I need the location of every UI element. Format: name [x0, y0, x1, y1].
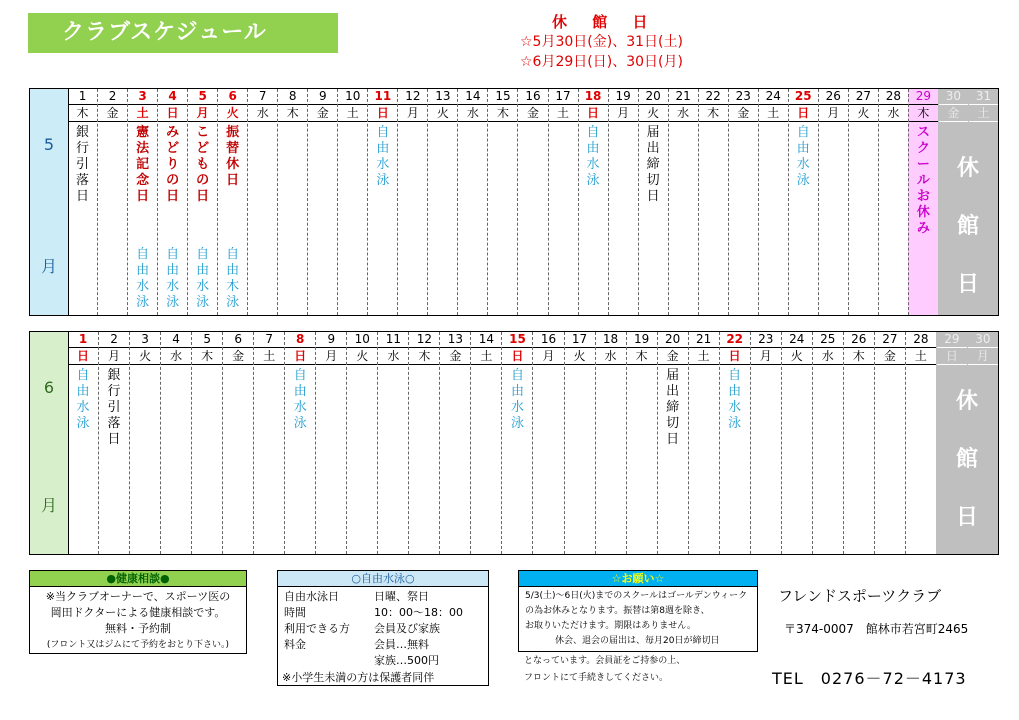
june-day-columns	[68, 332, 998, 554]
day-number: 23	[751, 332, 781, 348]
day-number: 30	[968, 332, 998, 348]
free-swim-rows	[278, 587, 488, 671]
day-column	[908, 89, 938, 315]
day-column	[688, 332, 719, 554]
day-column	[68, 332, 98, 554]
day-number: 19	[609, 89, 638, 105]
weekday: 日	[789, 105, 818, 122]
day-event: 届出締切日	[666, 368, 680, 447]
day-number: 8	[278, 89, 307, 105]
day-number: 5	[188, 89, 217, 105]
day-number: 15	[488, 89, 517, 105]
weekday: 土	[689, 348, 719, 365]
request-line-5: となっています。会員証をご持参の上、	[524, 656, 686, 666]
free-swim-box	[277, 570, 489, 686]
day-column	[377, 332, 408, 554]
day-number: 2	[99, 332, 129, 348]
day-number: 28	[879, 89, 908, 105]
day-number: 26	[844, 332, 874, 348]
day-number: 13	[428, 89, 457, 105]
free-swim-key: 自由水泳日	[284, 590, 339, 603]
day-column	[98, 332, 129, 554]
day-number: 4	[158, 89, 187, 105]
day-number: 18	[596, 332, 626, 348]
weekday: 金	[518, 105, 547, 122]
weekday: 土	[471, 348, 501, 365]
club-tel: TEL 0276－72－4173	[772, 669, 967, 688]
day-number: 3	[128, 89, 157, 105]
weekday: 木	[192, 348, 222, 365]
day-event-free-swim: 自由水泳	[166, 247, 180, 310]
day-event: 自由水泳	[510, 368, 524, 431]
weekday: 火	[130, 348, 160, 365]
club-address: 〒374-0007 館林市若宮町2465	[784, 622, 969, 636]
day-number: 2	[98, 89, 127, 105]
free-swim-row	[284, 653, 482, 669]
weekday: 火	[218, 105, 247, 122]
weekday: 土	[338, 105, 367, 122]
weekday: 火	[347, 348, 377, 365]
day-number: 8	[285, 332, 315, 348]
day-number: 3	[130, 332, 160, 348]
day-column	[457, 89, 487, 315]
day-column	[668, 89, 698, 315]
june-month-number: 6	[43, 378, 55, 397]
closed-day-label: 休 館 日	[936, 365, 998, 554]
request-line-2: の為お休みとなります。振替は第8週を除き、	[525, 606, 710, 616]
day-number: 29	[909, 89, 938, 105]
day-number: 30	[939, 89, 968, 105]
weekday: 土	[969, 105, 998, 122]
weekday: 月	[609, 105, 638, 122]
day-event-free-swim: 自由水泳	[196, 247, 210, 310]
day-column	[127, 89, 157, 315]
weekday: 金	[223, 348, 253, 365]
day-event: こどもの日	[196, 125, 210, 204]
free-swim-key: 利用できる方	[284, 622, 350, 635]
day-column	[397, 89, 427, 315]
weekday: 金	[875, 348, 905, 365]
free-swim-note: ※小学生未満の方は保護者同伴	[282, 671, 435, 684]
day-number: 1	[68, 332, 98, 348]
weekday: 水	[458, 105, 487, 122]
day-column	[848, 89, 878, 315]
day-event: 自由水泳	[76, 368, 90, 431]
day-column	[781, 332, 812, 554]
day-event: 銀行引落日	[76, 125, 90, 204]
day-column	[750, 332, 781, 554]
day-number: 24	[759, 89, 788, 105]
day-number: 13	[440, 332, 470, 348]
weekday: 火	[428, 105, 457, 122]
day-number: 7	[254, 332, 284, 348]
weekday: 金	[308, 105, 337, 122]
june-calendar	[29, 331, 999, 555]
weekday: 土	[759, 105, 788, 122]
day-column	[470, 332, 501, 554]
weekday: 木	[488, 105, 517, 122]
day-column	[728, 89, 758, 315]
day-number: 9	[316, 332, 346, 348]
weekday: 月	[99, 348, 129, 365]
request-line-4: 休会、退会の届出は、毎月20日が締切日	[555, 636, 720, 646]
day-event: スクールお休み	[916, 125, 930, 236]
day-column	[874, 332, 905, 554]
weekday: 月	[188, 105, 217, 122]
weekday: 金	[658, 348, 688, 365]
day-number: 9	[308, 89, 337, 105]
day-column	[698, 89, 728, 315]
day-column	[439, 332, 470, 554]
day-event: 銀行引落日	[107, 368, 121, 447]
day-column	[367, 89, 397, 315]
day-column	[878, 89, 908, 315]
closed-days-heading: 休 館 日	[552, 13, 658, 31]
day-number: 6	[218, 89, 247, 105]
day-column	[191, 332, 222, 554]
health-heading: ●健康相談●	[30, 571, 246, 587]
day-number: 29	[937, 332, 967, 348]
day-column	[843, 332, 874, 554]
day-column	[160, 332, 191, 554]
weekday: 月	[968, 348, 998, 365]
free-swim-value: 会員…無料	[374, 638, 429, 651]
day-number: 27	[875, 332, 905, 348]
day-column	[408, 332, 439, 554]
day-number: 26	[819, 89, 848, 105]
day-column	[608, 89, 638, 315]
day-number: 11	[368, 89, 397, 105]
weekday: 火	[565, 348, 595, 365]
weekday: 水	[161, 348, 191, 365]
day-number: 11	[378, 332, 408, 348]
weekday: 日	[68, 348, 98, 365]
health-consult-box	[29, 570, 247, 654]
day-number: 15	[502, 332, 532, 348]
health-line-1: ※当クラブオーナーで、スポーツ医の	[45, 590, 231, 603]
day-number: 20	[639, 89, 668, 105]
may-month-number: 5	[43, 135, 55, 154]
day-column	[548, 89, 578, 315]
may-month-label	[30, 89, 69, 315]
weekday: 木	[844, 348, 874, 365]
june-month-label	[30, 332, 69, 554]
day-event: みどりの日	[166, 125, 180, 204]
weekday: 金	[98, 105, 127, 122]
day-column	[564, 332, 595, 554]
day-column	[532, 332, 563, 554]
day-column	[284, 332, 315, 554]
day-number: 28	[906, 332, 936, 348]
free-swim-key: 時間	[284, 606, 306, 619]
free-swim-value: 10：00～18：00	[374, 606, 463, 619]
weekday: 水	[813, 348, 843, 365]
day-number: 17	[549, 89, 578, 105]
health-line-2: 岡田ドクターによる健康相談です。	[50, 606, 226, 619]
day-column	[501, 332, 532, 554]
day-number: 16	[518, 89, 547, 105]
day-number: 14	[458, 89, 487, 105]
day-number: 19	[627, 332, 657, 348]
day-number: 31	[969, 89, 998, 105]
day-column	[222, 332, 253, 554]
free-swim-row	[284, 621, 482, 637]
day-column	[217, 89, 247, 315]
weekday: 金	[939, 105, 968, 122]
day-number: 23	[729, 89, 758, 105]
day-number: 24	[782, 332, 812, 348]
day-column	[307, 89, 337, 315]
day-column	[129, 332, 160, 554]
weekday: 火	[782, 348, 812, 365]
club-name: フレンドスポーツクラブ	[778, 587, 942, 605]
day-number: 12	[409, 332, 439, 348]
weekday: 木	[278, 105, 307, 122]
free-swim-row	[284, 589, 482, 605]
day-number: 10	[347, 332, 377, 348]
day-column	[427, 89, 457, 315]
weekday: 水	[596, 348, 626, 365]
weekday: 火	[849, 105, 878, 122]
weekday: 日	[285, 348, 315, 365]
day-column	[578, 89, 608, 315]
weekday: 木	[699, 105, 728, 122]
weekday: 土	[549, 105, 578, 122]
weekday: 日	[720, 348, 750, 365]
day-column	[157, 89, 187, 315]
weekday: 水	[378, 348, 408, 365]
free-swim-key	[284, 653, 374, 669]
day-number: 16	[533, 332, 563, 348]
closed-day-label: 休 館 日	[938, 122, 998, 315]
day-column	[788, 89, 818, 315]
weekday: 日	[158, 105, 187, 122]
day-column	[346, 332, 377, 554]
free-swim-row	[284, 637, 482, 653]
free-swim-value: 家族…500円	[374, 654, 439, 667]
free-swim-key: 料金	[284, 638, 306, 651]
day-number: 27	[849, 89, 878, 105]
day-event-free-swim: 自由木泳	[226, 247, 240, 310]
weekday: 水	[879, 105, 908, 122]
day-column	[97, 89, 127, 315]
weekday: 月	[533, 348, 563, 365]
may-month-kanji: 月	[40, 257, 57, 276]
day-column	[758, 89, 788, 315]
weekday: 水	[669, 105, 698, 122]
day-column	[247, 89, 277, 315]
day-number: 25	[789, 89, 818, 105]
health-line-3: 無料・予約制	[105, 622, 171, 635]
day-event: 自由水泳	[728, 368, 742, 431]
weekday: 月	[316, 348, 346, 365]
day-event: 自由水泳	[293, 368, 307, 431]
weekday: 月	[819, 105, 848, 122]
closed-days-notice	[520, 12, 683, 72]
weekday: 日	[579, 105, 608, 122]
day-number: 4	[161, 332, 191, 348]
day-column	[487, 89, 517, 315]
day-number: 17	[565, 332, 595, 348]
weekday: 木	[627, 348, 657, 365]
weekday: 木	[68, 105, 97, 122]
day-event: 憲法記念日	[136, 125, 150, 204]
free-swim-value: 会員及び家族	[374, 622, 440, 635]
free-swim-value: 日曜、祭日	[374, 590, 429, 603]
day-number: 6	[223, 332, 253, 348]
day-column	[187, 89, 217, 315]
may-calendar	[29, 88, 999, 316]
request-line-6: フロントにて手続きしてください。	[524, 673, 669, 683]
day-column	[68, 89, 97, 315]
request-continued	[524, 653, 685, 687]
weekday: 木	[909, 105, 938, 122]
day-event: 自由水泳	[796, 125, 810, 188]
day-column	[315, 332, 346, 554]
page-title: クラブスケジュール	[28, 13, 338, 53]
request-heading: ☆お願い☆	[519, 571, 757, 587]
weekday: 水	[248, 105, 277, 122]
weekday: 木	[409, 348, 439, 365]
weekday: 月	[398, 105, 427, 122]
day-number: 12	[398, 89, 427, 105]
day-number: 21	[689, 332, 719, 348]
day-number: 5	[192, 332, 222, 348]
day-column	[517, 89, 547, 315]
day-number: 1	[68, 89, 97, 105]
day-number: 7	[248, 89, 277, 105]
day-number: 22	[720, 332, 750, 348]
day-number: 22	[699, 89, 728, 105]
health-line-4: (フロント又はジムにて予約をおとり下さい。)	[46, 640, 230, 650]
may-day-columns	[68, 89, 998, 315]
day-column	[626, 332, 657, 554]
day-number: 25	[813, 332, 843, 348]
weekday: 日	[502, 348, 532, 365]
day-column	[812, 332, 843, 554]
day-column	[818, 89, 848, 315]
day-event: 振替休日	[226, 125, 240, 188]
request-line-1: 5/3(土)～6日(火)までのスクールはゴールデンウィーク	[525, 591, 748, 601]
day-number: 21	[669, 89, 698, 105]
day-event-free-swim: 自由水泳	[136, 247, 150, 310]
day-column	[657, 332, 688, 554]
closed-days-line-2: ☆6月29日(日)、30日(月)	[520, 54, 683, 70]
day-number: 10	[338, 89, 367, 105]
weekday: 月	[751, 348, 781, 365]
weekday: 土	[128, 105, 157, 122]
request-line-3: お取りいただけます。期限はありません。	[525, 621, 696, 631]
day-column	[719, 332, 750, 554]
request-box	[518, 570, 758, 652]
day-event: 届出締切日	[646, 125, 660, 204]
day-number: 18	[579, 89, 608, 105]
weekday: 金	[729, 105, 758, 122]
day-column	[277, 89, 307, 315]
day-column	[253, 332, 284, 554]
weekday: 火	[639, 105, 668, 122]
day-column	[638, 89, 668, 315]
closed-days-line-1: ☆5月30日(金)、31日(土)	[520, 34, 683, 50]
free-swim-heading: ○自由水泳○	[278, 571, 488, 587]
day-event: 自由水泳	[376, 125, 390, 188]
day-number: 14	[471, 332, 501, 348]
weekday: 日	[937, 348, 967, 365]
day-event: 自由水泳	[586, 125, 600, 188]
free-swim-row	[284, 605, 482, 621]
day-column	[905, 332, 936, 554]
june-month-kanji: 月	[40, 496, 57, 515]
weekday: 土	[906, 348, 936, 365]
weekday: 日	[368, 105, 397, 122]
day-column	[337, 89, 367, 315]
weekday: 金	[440, 348, 470, 365]
day-number: 20	[658, 332, 688, 348]
day-column	[595, 332, 626, 554]
weekday: 土	[254, 348, 284, 365]
